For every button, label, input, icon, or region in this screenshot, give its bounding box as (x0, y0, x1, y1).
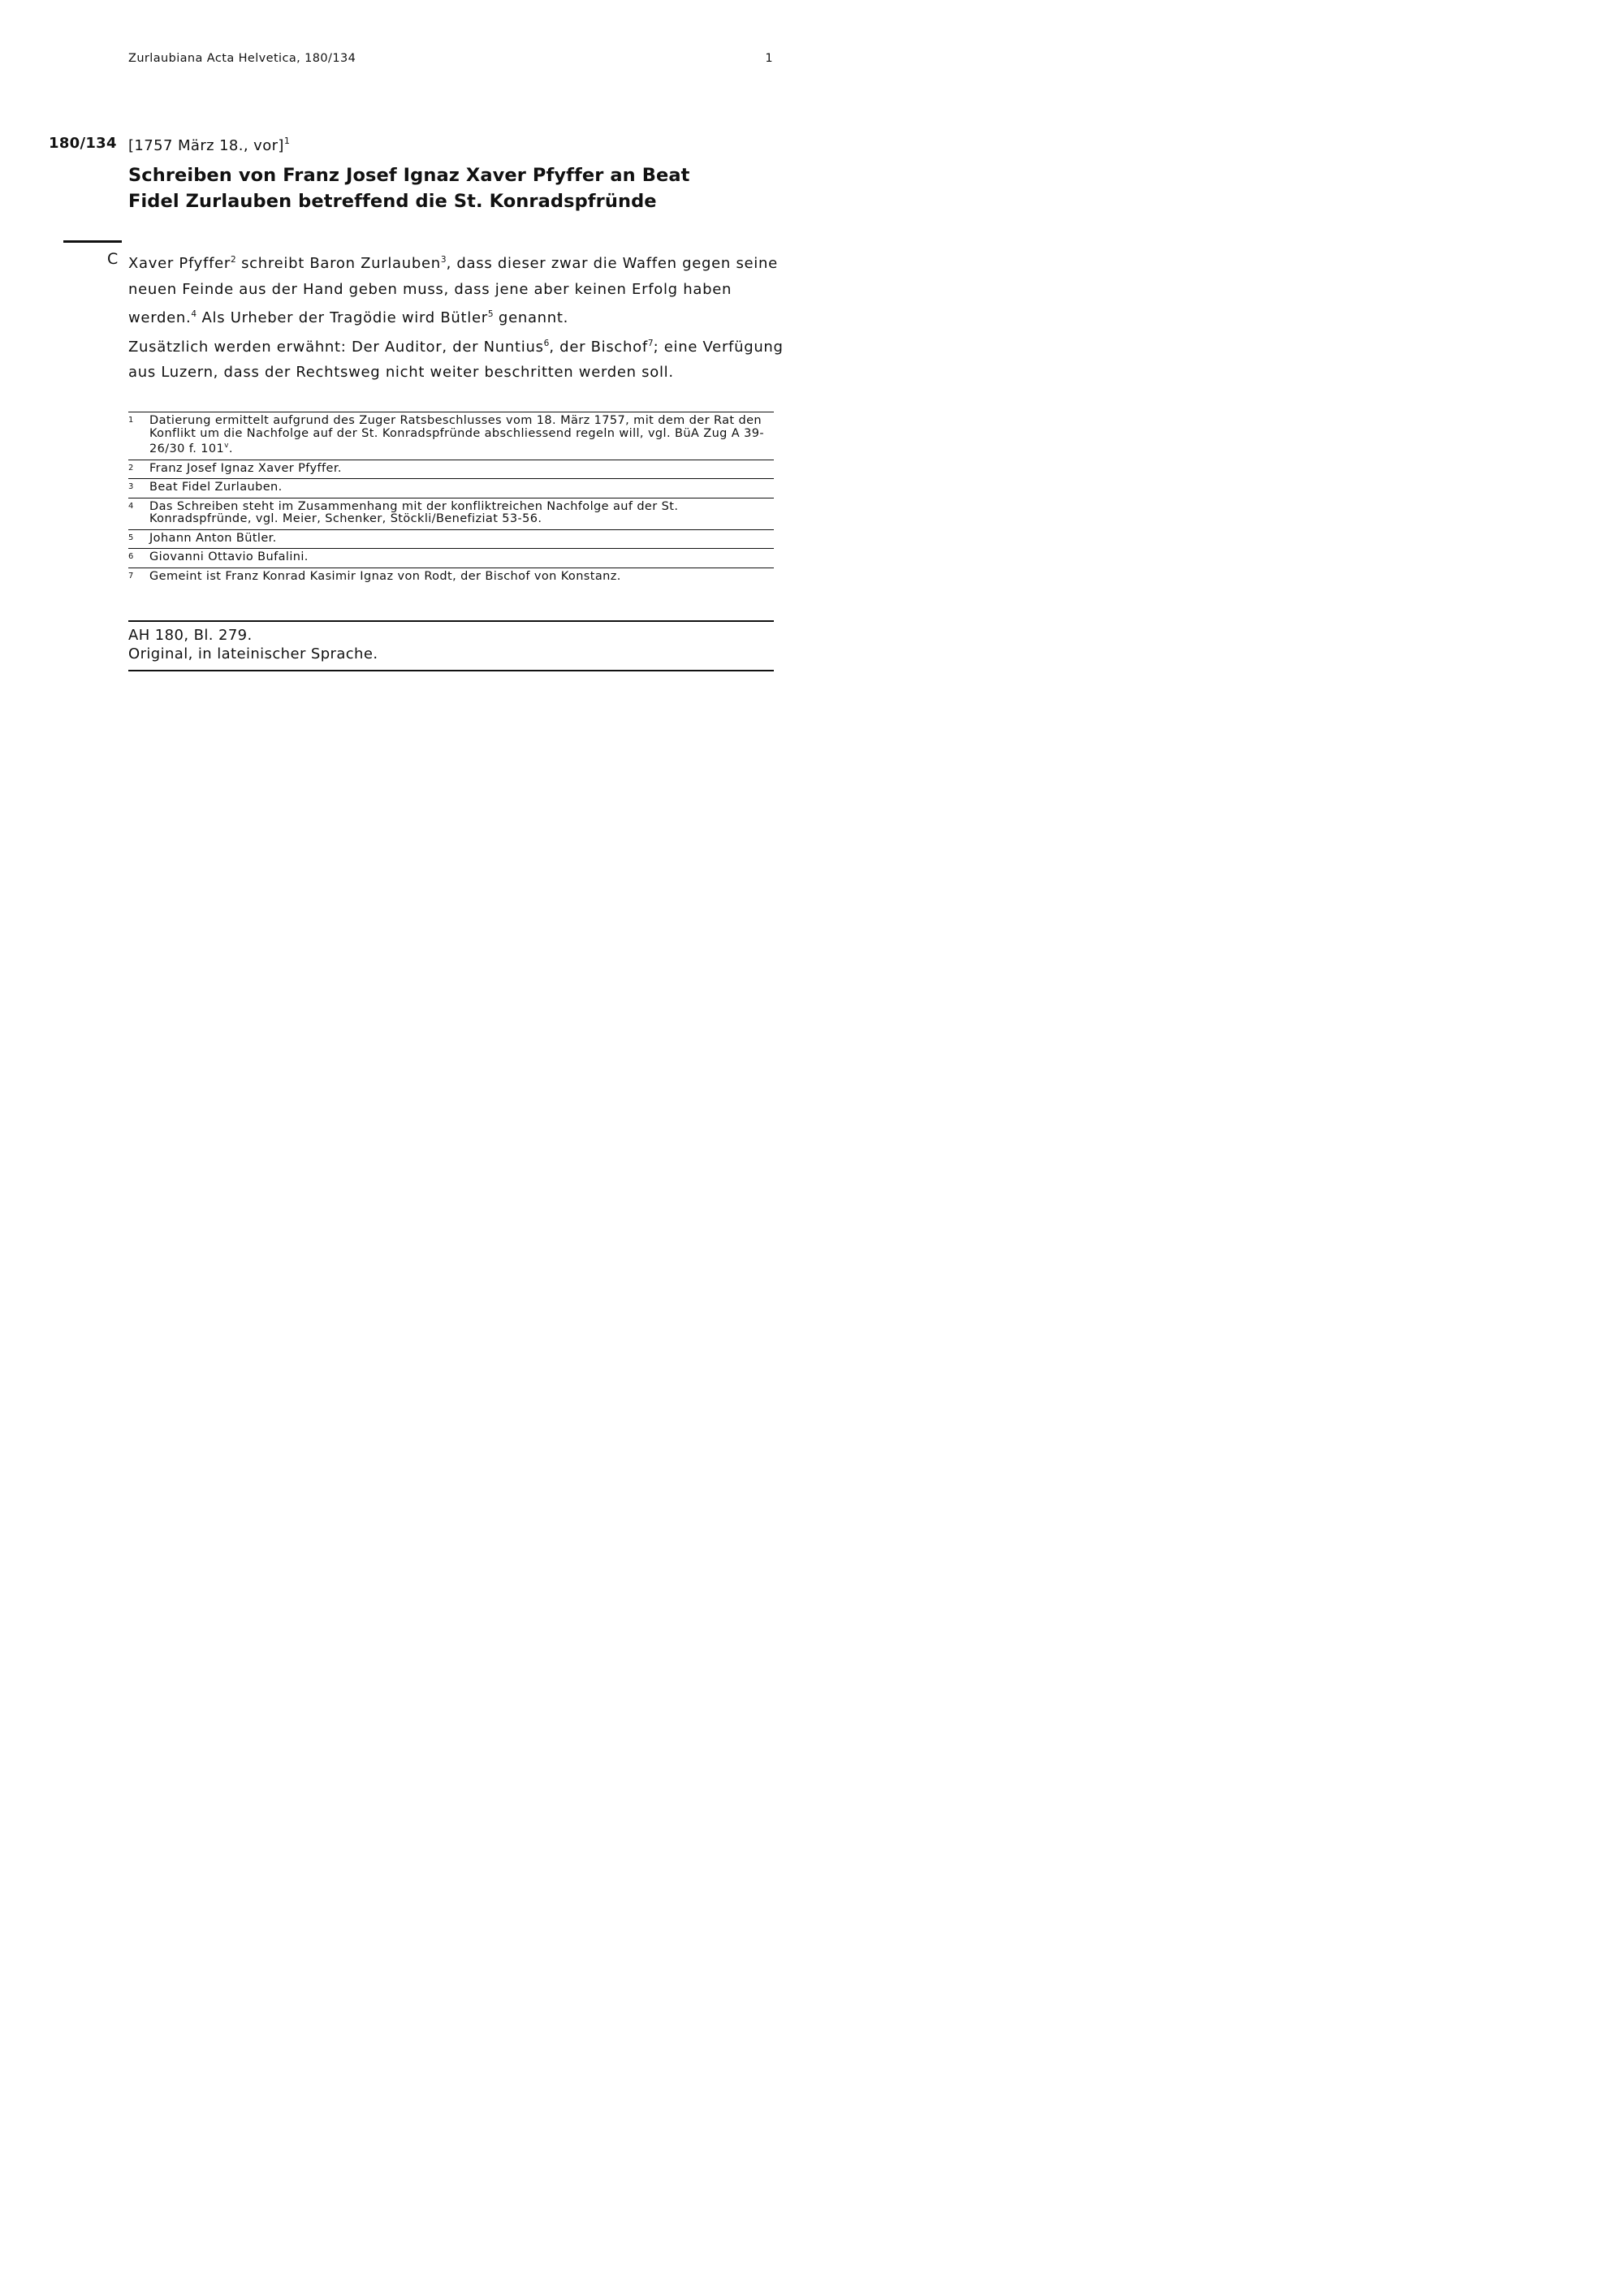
margin-rule (63, 240, 122, 243)
footnote-ref-7[interactable]: 7 (647, 338, 654, 348)
footnote-number: 7 (128, 571, 134, 580)
summary-text: Als Urheber der Tragödie wird Bütler (197, 309, 488, 326)
footnote-text: Johann Anton Bütler. (149, 531, 277, 545)
footnotes (128, 412, 774, 586)
footnote-ref-5[interactable]: 5 (487, 309, 494, 319)
source-reference: AH 180, Bl. 279. (128, 627, 253, 644)
footnote-4 (128, 498, 774, 529)
footnote-number: 2 (128, 463, 134, 473)
footnote-text-tail: . (228, 442, 233, 455)
entry-number: 180/134 (49, 135, 117, 152)
summary-paragraph-1 (128, 248, 786, 331)
footnote-number: 6 (128, 552, 134, 561)
footnote-text: Datierung ermittelt aufgrund des Zuger Ratsbeschlusses vom 18. März 1757, mit dem der Rat den Konflikt um die Nachfolge auf der St. Konradspfründe abschliessend regeln will, vgl. BüA Zug A 39-26/30 f. 101 (149, 414, 764, 455)
page-number: 1 (765, 52, 773, 65)
summary-paragraph-2 (128, 331, 786, 386)
summary-text: , dass dieser zwar die Waffen gegen seine neuen Feinde aus der Hand geben muss, dass jene aber keinen Erfolg haben werden. (128, 255, 778, 326)
footnote-text: Giovanni Ottavio Bufalini. (149, 550, 309, 563)
summary (128, 248, 786, 386)
summary-text: Zusätzlich werden erwähnt: Der Auditor, der Nuntius (128, 338, 544, 356)
collection-title: Zurlaubiana Acta Helvetica, 180/134 (128, 52, 356, 65)
footnote-5 (128, 529, 774, 549)
source-description: Original, in lateinischer Sprache. (128, 645, 378, 662)
footnote-number: 4 (128, 501, 134, 511)
summary-text: , der Bischof (549, 338, 648, 356)
footnote-text: Gemeint ist Franz Konrad Kasimir Ignaz von Rodt, der Bischof von Konstanz. (149, 569, 621, 583)
running-header (128, 52, 773, 70)
summary-text: ; eine Verfügung aus Luzern, dass der Rechtsweg nicht weiter beschritten werden soll. (128, 338, 784, 381)
summary-text: genannt. (493, 309, 569, 326)
footnote-2 (128, 460, 774, 479)
footnote-ref-2[interactable]: 2 (231, 255, 236, 265)
footnote-ref-6[interactable]: 6 (543, 338, 550, 348)
footnote-ref-1[interactable]: 1 (283, 136, 291, 146)
footnote-text: Beat Fidel Zurlauben. (149, 481, 283, 494)
footnote-number: 3 (128, 482, 134, 491)
summary-text: schreibt Baron Zurlauben (235, 255, 441, 272)
footnote-1 (128, 412, 774, 460)
footnote-6 (128, 548, 774, 568)
footnote-7 (128, 568, 774, 587)
footnote-text: Das Schreiben steht im Zusammenhang mit der konfliktreichen Nachfolge auf der St. Konradspfründe, vgl. Meier, Schenker, Stöckli/Benefiziat 53-56. (149, 499, 679, 525)
summary-text: Xaver Pfyffer (128, 255, 231, 272)
footnote-number: 5 (128, 533, 134, 542)
footnote-ref-3[interactable]: 3 (440, 255, 447, 265)
entry-date-text: [1757 März 18., vor] (128, 137, 284, 154)
footnote-text: Franz Josef Ignaz Xaver Pfyffer. (149, 461, 342, 475)
margin-mark: C (107, 250, 119, 268)
footnote-ref-4[interactable]: 4 (191, 309, 197, 319)
source-block (128, 620, 774, 671)
entry-date (128, 136, 290, 154)
footnote-number: 1 (128, 416, 134, 425)
document-page (0, 0, 893, 1263)
footnote-superscript: v (224, 442, 229, 450)
entry-title: Schreiben von Franz Josef Ignaz Xaver Pfyffer an Beat Fidel Zurlauben betreffend die St. Konradspfründe (128, 165, 690, 212)
footnote-3 (128, 478, 774, 498)
